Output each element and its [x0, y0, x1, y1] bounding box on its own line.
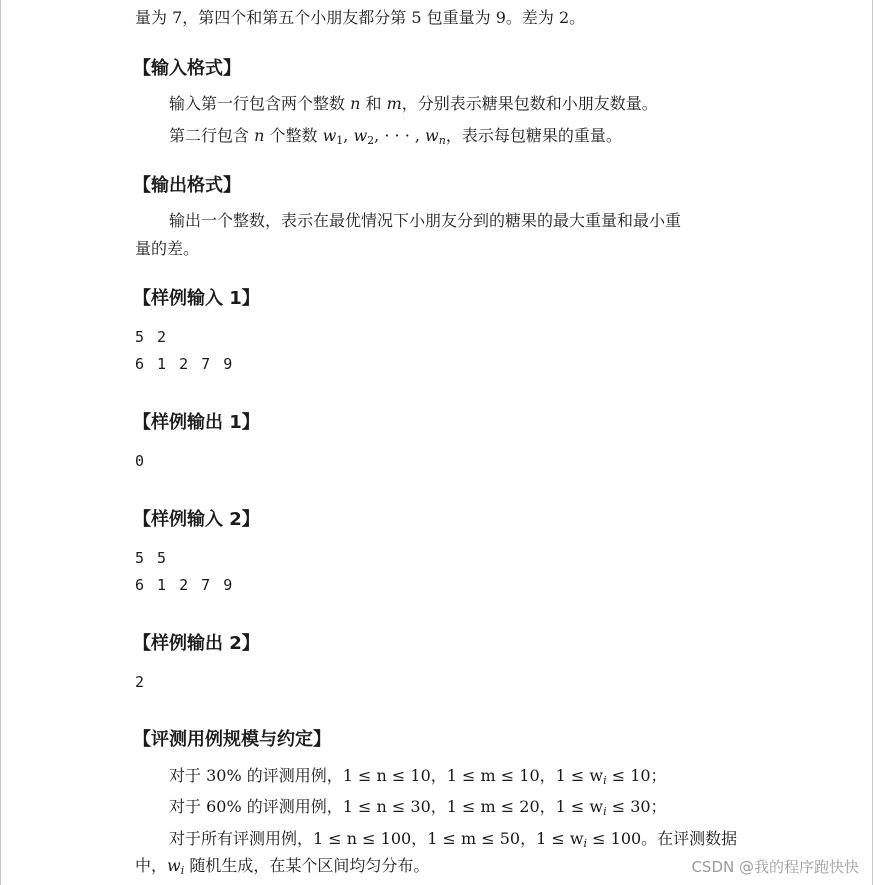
- sample-input-1-heading: 【样例输入 1】: [133, 288, 260, 309]
- sample-input-2-heading: 【样例输入 2】: [133, 509, 260, 530]
- sample-output-1-line-1: 0: [135, 452, 147, 470]
- math-var-w: w: [353, 126, 368, 145]
- math-subscript: i: [180, 864, 185, 877]
- constraints-line-2: [169, 797, 667, 817]
- text-run: ,: [343, 126, 354, 145]
- text-run: 输入第一行包含两个整数: [169, 94, 351, 113]
- sample-output-2-line-1: 2: [135, 673, 147, 691]
- constraints-line-4: [135, 856, 429, 876]
- output-format-heading: 【输出格式】: [133, 175, 241, 196]
- math-subscript: i: [603, 805, 607, 818]
- sample-output-2-heading: 【样例输出 2】: [133, 633, 260, 654]
- text-run: ，分别表示糖果包数和小朋友数量。: [401, 94, 658, 113]
- sample-input-1-line-1: 5 2: [135, 328, 169, 346]
- math-var-m: m: [386, 94, 402, 113]
- math-expression: 1 ≤ n ≤ 30，1 ≤ m ≤ 20，1 ≤ w: [342, 797, 604, 816]
- text-run: ≤ 30；: [606, 797, 667, 816]
- math-var-w: w: [425, 126, 439, 145]
- math-subscript: i: [583, 837, 588, 850]
- math-var-n: n: [254, 126, 265, 145]
- sample-input-1-line-2: 6 1 2 7 9: [135, 355, 235, 373]
- text-run: 对于所有评测用例，: [169, 829, 314, 848]
- math-var-n: n: [350, 94, 361, 113]
- text-run: 对于 60% 的评测用例，: [169, 797, 343, 816]
- text-run: ≤ 100。在评测数据: [587, 829, 738, 848]
- text-run: ≤ 10；: [606, 766, 667, 785]
- math-subscript: 1: [336, 134, 344, 147]
- constraints-heading: 【评测用例规模与约定】: [133, 729, 331, 750]
- intro-continuation: 量为 7，第四个和第五个小朋友都分第 5 包重量为 9。差为 2。: [135, 8, 586, 27]
- text-run: , · · · ,: [374, 126, 426, 145]
- math-var-w: w: [167, 856, 181, 875]
- output-format-line-1: 输出一个整数，表示在最优情况下小朋友分到的糖果的最大重量和最小重: [169, 211, 682, 230]
- math-subscript: i: [603, 774, 607, 787]
- math-subscript: n: [438, 134, 446, 147]
- input-format-line-1: [169, 94, 658, 114]
- constraints-line-3: [169, 829, 737, 849]
- text-run: 中，: [135, 856, 168, 875]
- text-run: 随机生成，在某个区间均匀分布。: [184, 856, 430, 875]
- text-run: 个整数: [264, 126, 323, 145]
- text-run: 和: [360, 94, 387, 113]
- constraints-line-1: [169, 766, 667, 786]
- text-run: 对于 30% 的评测用例，: [169, 766, 343, 785]
- page-border-left: [0, 0, 1, 885]
- math-expression: 1 ≤ n ≤ 100，1 ≤ m ≤ 50，1 ≤ w: [313, 829, 584, 848]
- text-run: ，表示每包糖果的重量。: [445, 126, 622, 145]
- sample-input-2-line-2: 6 1 2 7 9: [135, 576, 235, 594]
- csdn-watermark: CSDN @我的程序跑快快: [691, 858, 859, 876]
- input-format-heading: 【输入格式】: [133, 58, 241, 79]
- sample-output-1-heading: 【样例输出 1】: [133, 412, 260, 433]
- sample-input-2-line-1: 5 5: [135, 549, 169, 567]
- output-format-line-2: 量的差。: [135, 239, 200, 258]
- input-format-line-2: [169, 126, 622, 146]
- math-var-w: w: [322, 126, 337, 145]
- math-subscript: 2: [367, 134, 375, 147]
- math-expression: 1 ≤ n ≤ 10，1 ≤ m ≤ 10，1 ≤ w: [342, 766, 604, 785]
- text-run: 第二行包含: [169, 126, 255, 145]
